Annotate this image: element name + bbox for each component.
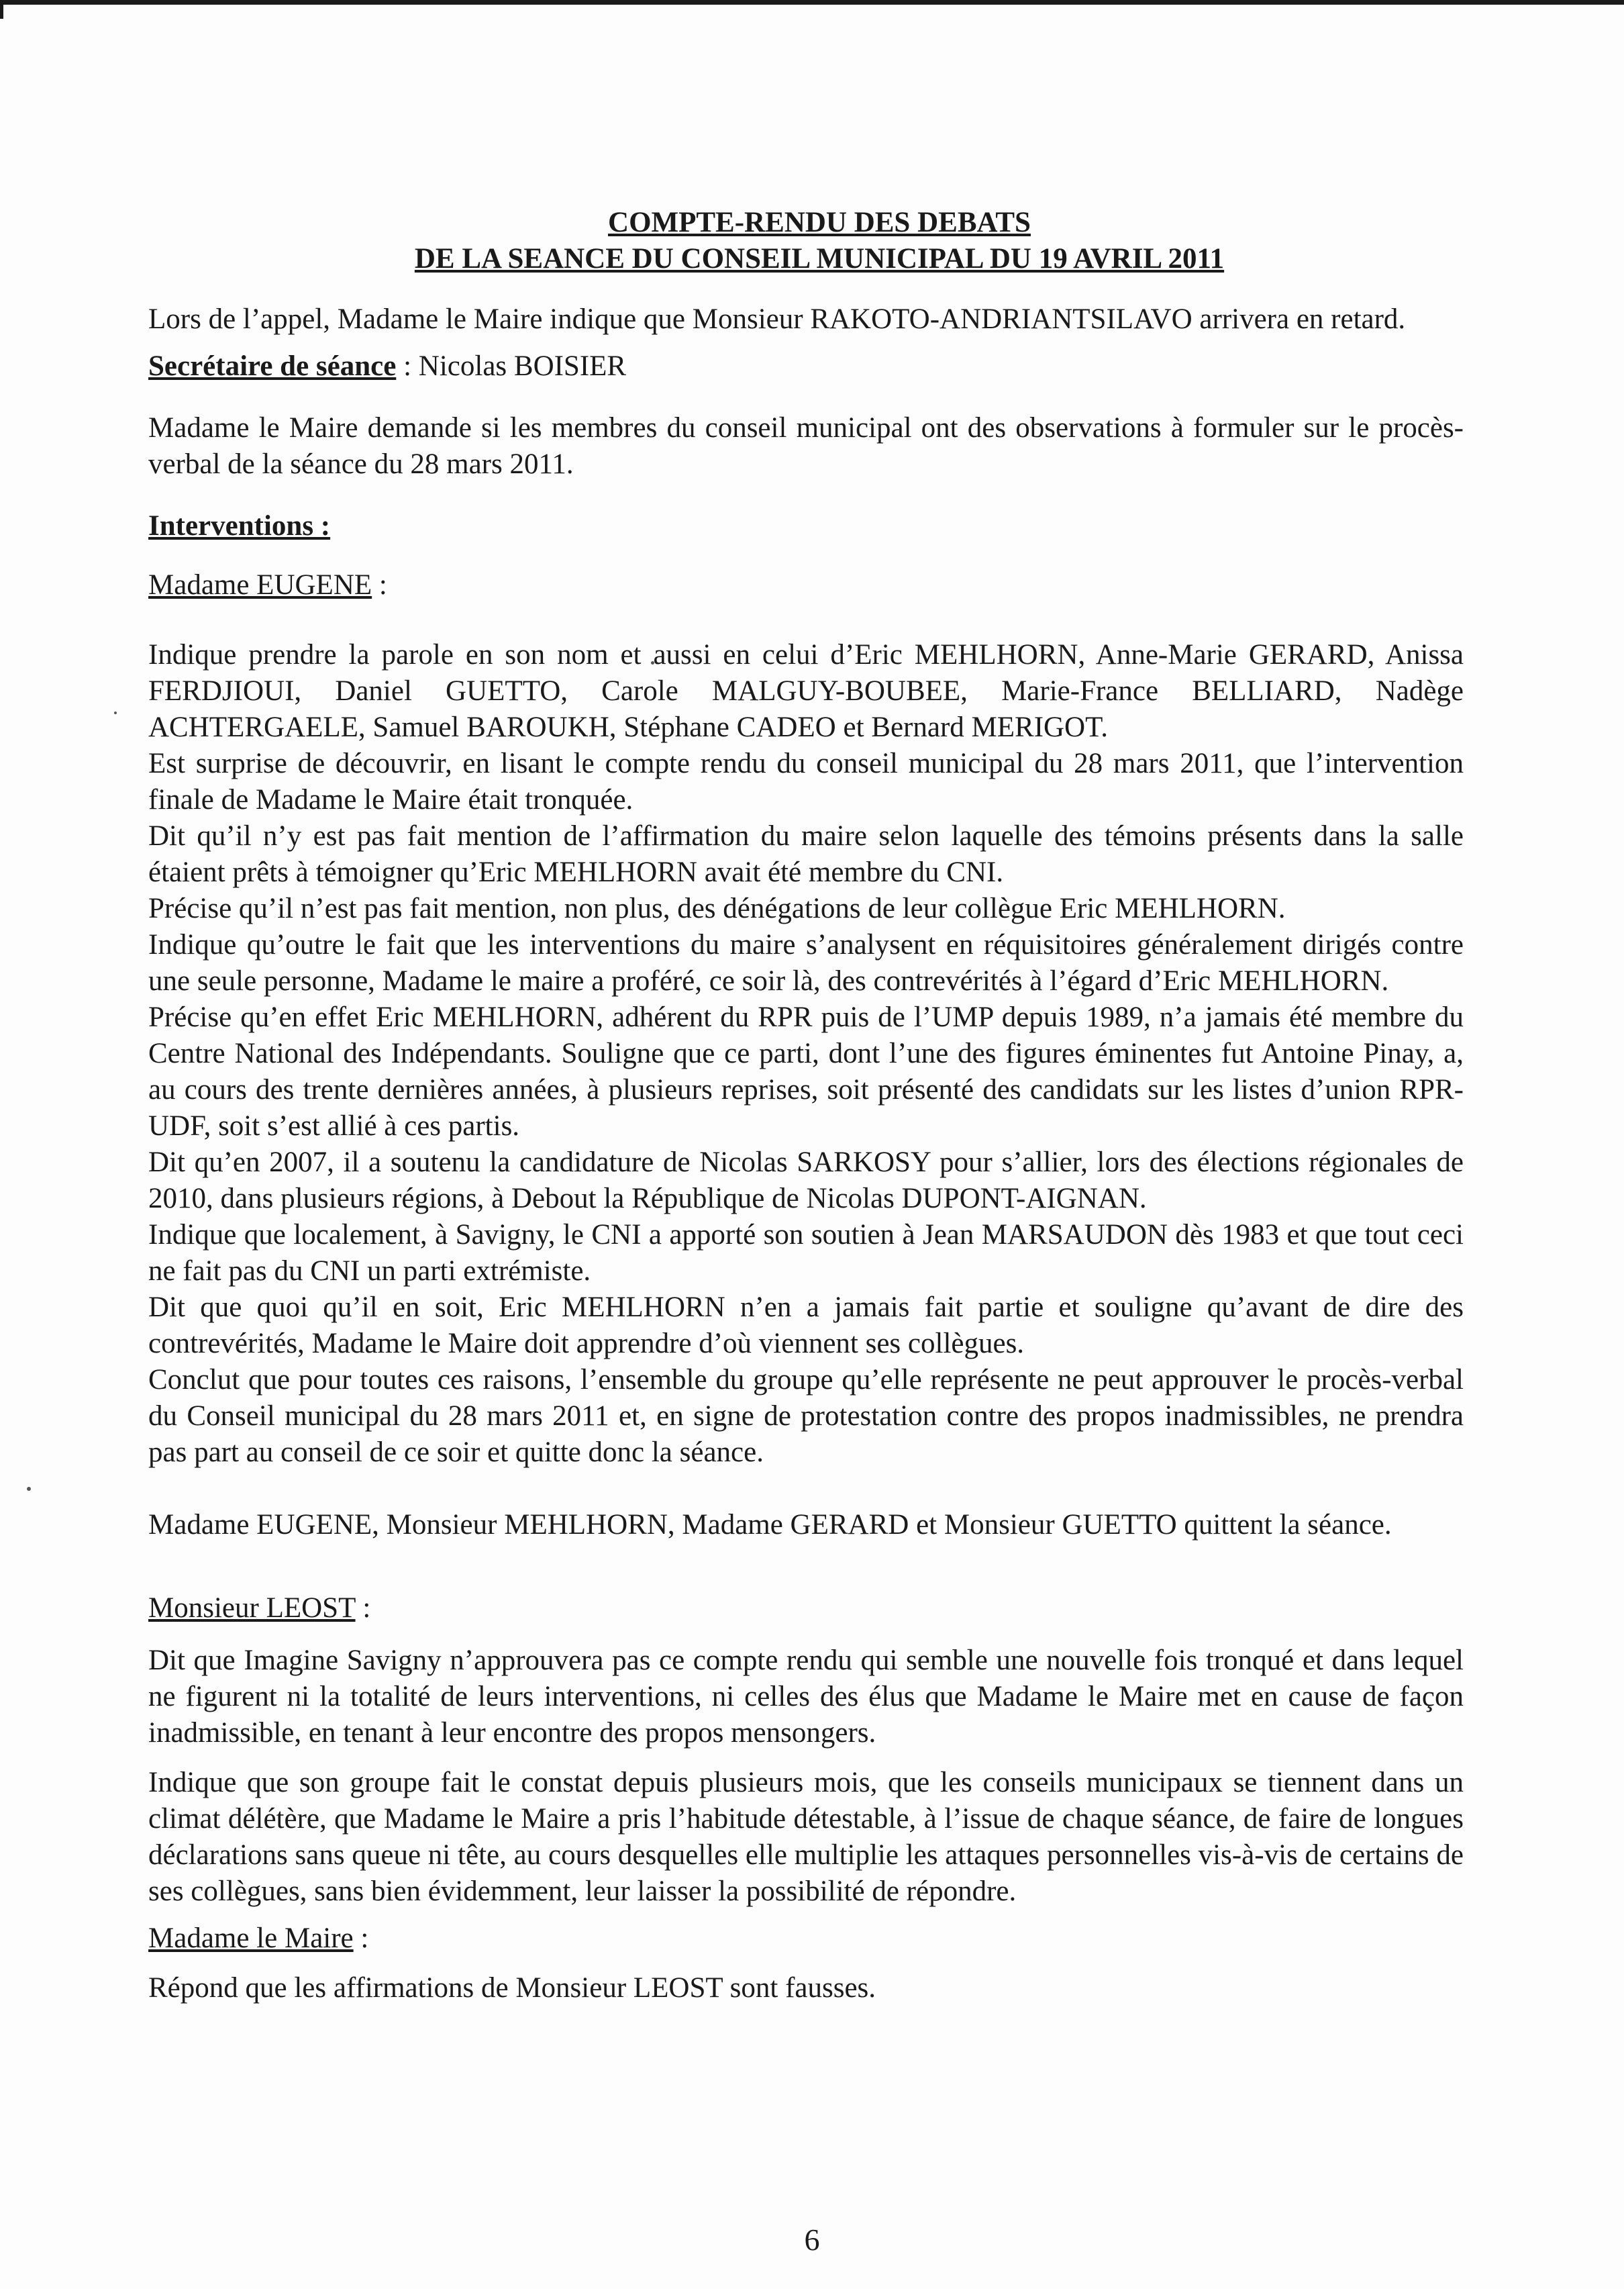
eugene-statement [148, 637, 1464, 1471]
leost-paragraph-2: Indique que son groupe fait le constat depuis plusieurs mois, que les conseils municipaux se tiennent dans un climat délétère, que Madame le Maire a pris l’habitude détestable, à l’issue de chaque séance, de faire de longues déclarations sans queue ni tête, au cours desquelles elle multiplie les attaques personnelles vis-à-vis de certains de ses collègues, sans bien évidemment, leur laisser la possibilité de répondre. [148, 1767, 1464, 1907]
speaker-suffix: : [353, 1922, 369, 1954]
eugene-paragraph: Dit qu’il n’y est pas fait mention de l’affirmation du maire selon laquelle des témoins présents dans la salle étaient prêts à témoigner qu’Eric MEHLHORN avait été membre du CNI. [148, 820, 1464, 888]
speaker-maire [148, 1920, 1464, 1957]
eugene-paragraph: Dit qu’en 2007, il a soutenu la candidature de Nicolas SARKOSY pour s’allier, lors des élections régionales de 2010, dans plusieurs régions, à Debout la République de Nicolas DUPONT-AIGNAN. [148, 1147, 1464, 1214]
scan-border-top [0, 0, 1624, 5]
pv-question-paragraph: Madame le Maire demande si les membres du conseil municipal ont des observations à formuler sur le procès-verbal de la séance du 28 mars 2011. [148, 412, 1464, 480]
secretary-separator: : [396, 350, 419, 382]
speaker-eugene-name: Madame EUGENE [148, 569, 372, 601]
leave-note-paragraph: Madame EUGENE, Monsieur MEHLHORN, Madame GERARD et Monsieur GUETTO quittent la séance. [148, 1509, 1392, 1541]
eugene-paragraph: Est surprise de découvrir, en lisant le compte rendu du conseil municipal du 28 mars 2011, que l’intervention finale de Madame le Maire était tronquée. [148, 748, 1464, 816]
speaker-leost [148, 1590, 1464, 1626]
eugene-paragraph: Précise qu’en effet Eric MEHLHORN, adhérent du RPR puis de l’UMP depuis 1989, n’a jamais été membre du Centre National des Indépendants. Souligne que ce parti, dont l’une des figures éminentes fut Antoine Pinay, a, au cours des trente dernières années, à plusieurs reprises, soit présenté des candidats sur les listes d’union RPR-UDF, soit s’est allié à ces partis. [148, 1002, 1464, 1142]
eugene-paragraph: Indique prendre la parole en son nom et aussi en celui d’Eric MEHLHORN, Anne-Marie GERARD, Anissa FERDJIOUI, Daniel GUETTO, Carole MALGUY-BOUBEE, Marie-France BELLIARD, Nadège ACHTERGAELE, Samuel BAROUKH, Stéphane CADEO et Bernard MERIGOT. [148, 639, 1464, 743]
eugene-paragraph: Précise qu’il n’est pas fait mention, non plus, des dénégations de leur collègue Eric MEHLHORN. [148, 893, 1286, 924]
leost-paragraph-1: Dit que Imagine Savigny n’approuvera pas ce compte rendu qui semble une nouvelle fois tronqué et dans lequel ne figurent ni la totalité de leurs interventions, ni celles des élus que Madame le Maire met en cause de façon inadmissible, en tenant à leur encontre des propos mensongers. [148, 1645, 1464, 1749]
eugene-paragraph: Dit que quoi qu’il en soit, Eric MEHLHORN n’en a jamais fait partie et souligne qu’avant de dire des contrevérités, Madame le Maire doit apprendre d’où viennent ses collègues. [148, 1292, 1464, 1359]
scan-speck [27, 1487, 31, 1491]
eugene-paragraph: Indique qu’outre le fait que les interventions du maire s’analysent en réquisitoires généralement dirigés contre une seule personne, Madame le maire a proféré, ce soir là, des contrevérités à l’égard d’Eric MEHLHORN. [148, 929, 1464, 997]
document-page [148, 205, 1464, 2006]
secretary-line [148, 348, 1464, 385]
speaker-leost-name: Monsieur LEOST [148, 1592, 356, 1624]
scan-speck [114, 712, 117, 714]
eugene-paragraph: Indique que localement, à Savigny, le CNI a apporté son soutien à Jean MARSAUDON dès 1983 et que tout ceci ne fait pas du CNI un parti extrémiste. [148, 1219, 1464, 1287]
maire-reply-paragraph: Répond que les affirmations de Monsieur LEOST sont fausses. [148, 1972, 876, 2004]
page-number: 6 [804, 2223, 820, 2257]
secretary-label: Secrétaire de séance [148, 350, 397, 382]
speaker-eugene [148, 567, 1464, 603]
speaker-suffix: : [372, 569, 387, 601]
interventions-heading: Interventions : [148, 510, 331, 542]
secretary-name: Nicolas BOISIER [418, 350, 627, 382]
intro-paragraph: Lors de l’appel, Madame le Maire indique que Monsieur RAKOTO-ANDRIANTSILAVO arrivera en retard. [148, 303, 1406, 335]
document-title-line-1: COMPTE-RENDU DES DEBATS [608, 207, 1031, 238]
speaker-suffix: : [355, 1592, 371, 1624]
eugene-paragraph: Conclut que pour toutes ces raisons, l’ensemble du groupe qu’elle représente ne peut approuver le procès-verbal du Conseil municipal du 28 mars 2011 et, en signe de protestation contre des propos inadmissibles, ne prendra pas part au conseil de ce soir et quitte donc la séance. [148, 1364, 1464, 1468]
scan-border-left [0, 0, 3, 19]
document-title-line-2: DE LA SEANCE DU CONSEIL MUNICIPAL DU 19 AVRIL 2011 [414, 243, 1225, 275]
speaker-maire-name: Madame le Maire [148, 1922, 354, 1954]
